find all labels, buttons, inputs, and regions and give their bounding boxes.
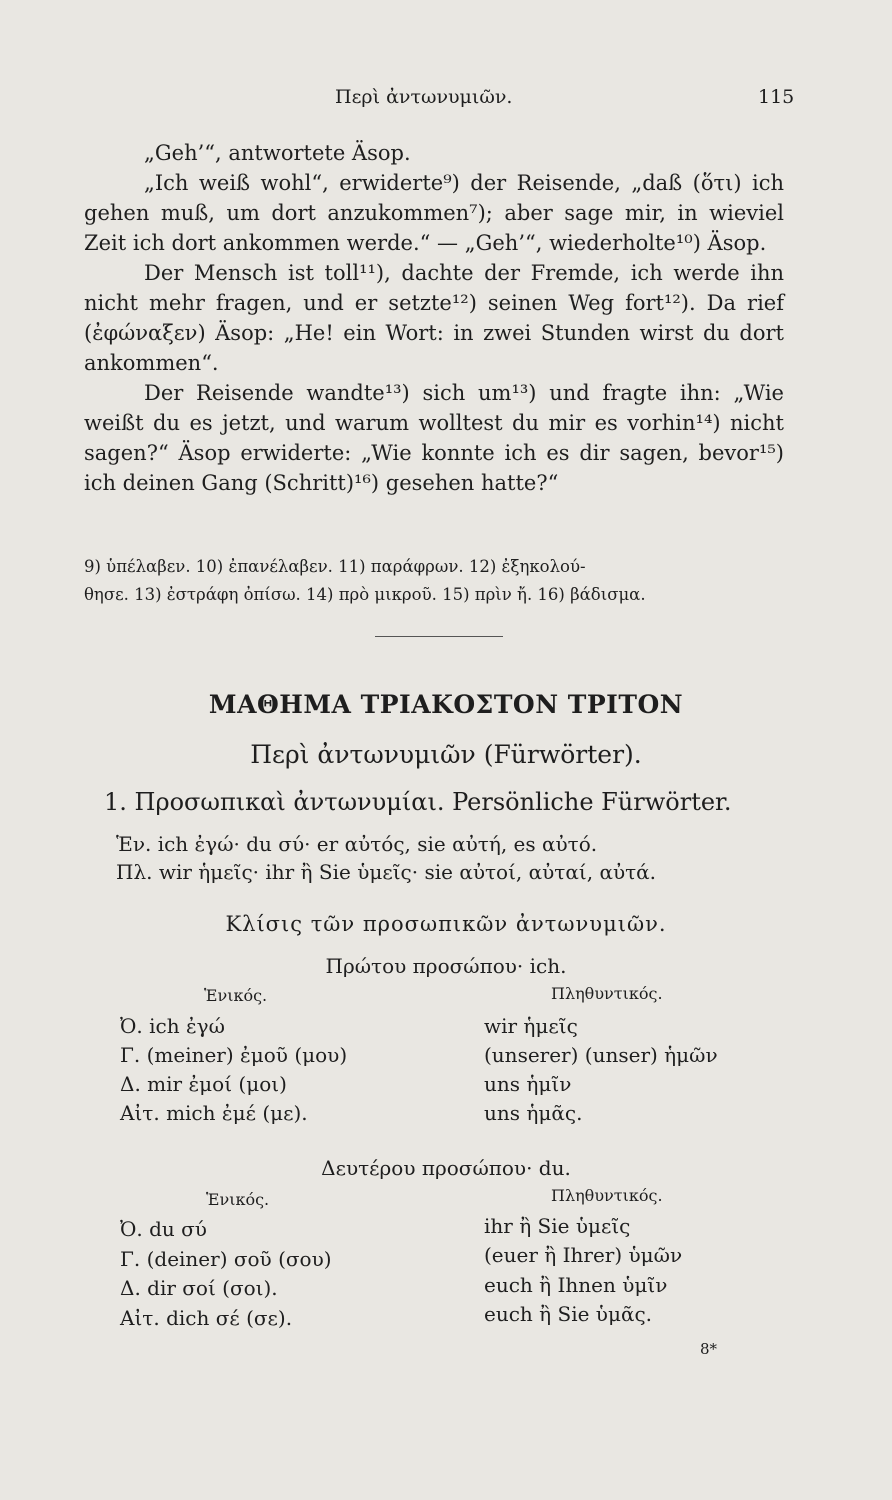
declension-cell: uns ἡμᾶς. — [484, 1101, 583, 1125]
declension-title: Κλίσις τῶν προσωπικῶν ἀντωνυμιῶν. — [225, 912, 667, 936]
plural-column-header: Πληθυντικός. — [551, 984, 663, 1003]
story-paragraph: Der Reisende wandte¹³) sich um¹³) und fragte ihn: „Wie weißt du es jetzt, und warum wolltest du mir es vorhin¹⁴) nicht sagen?“ Äsop erwiderte: „Wie konnte ich es dir sagen, bevor¹⁵) ich deinen Gang (Schritt)¹⁶) gesehen hatte?“ — [84, 381, 784, 495]
declension-cell: wir ἡμεῖς — [484, 1014, 578, 1038]
declension-cell: Αἰτ. mich ἐμέ (με). — [120, 1101, 308, 1125]
page-number: 115 — [758, 86, 795, 108]
story-paragraph: „Geh’“, antwortete Äsop. — [144, 141, 411, 165]
singular-column-header: Ἑνικός. — [206, 1190, 270, 1209]
singular-pronouns: Ἑν. ich ἐγώ· du σύ· er αὐτός, sie αὐτή, es αὐτό. — [116, 832, 598, 856]
running-header — [0, 86, 892, 112]
footnote-line: θησε. 13) ἐστράφη ὀπίσω. 14) πρὸ μικροῦ. 15) πρὶν ἤ. 16) βάδισμα. — [84, 585, 646, 604]
declension-cell: (euer ἢ Ihrer) ὑμῶν — [484, 1243, 683, 1267]
printer-signature: 8* — [700, 1340, 718, 1358]
declension-cell: (unserer) (unser) ἡμῶν — [484, 1043, 718, 1067]
footnote-line: 9) ὑπέλαβεν. 10) ἐπανέλαβεν. 11) παράφρων. 12) ἐξηκολού- — [84, 557, 586, 576]
story-paragraph: Der Mensch ist toll¹¹), dachte der Fremde, ich werde ihn nicht mehr fragen, und er setzte¹²) seinen Weg fort¹²). Da rief (ἐφώναξεν) Äsop: „He! ein Wort: in zwei Stunden wirst du dort ankommen“. — [84, 261, 784, 375]
plural-column-header: Πληθυντικός. — [551, 1186, 663, 1205]
second-person-heading: Δευτέρου προσώπου· du. — [321, 1156, 571, 1180]
declension-cell: Αἰτ. dich σέ (σε). — [120, 1306, 293, 1330]
declension-cell: Δ. mir ἐμοί (μοι) — [120, 1072, 287, 1096]
lesson-title: ΜΑΘΗΜΑ ΤΡΙΑΚΟΣΤΟΝ ΤΡΙΤΟΝ — [208, 690, 684, 719]
story-paragraph: „Ich weiß wohl“, erwiderte⁹) der Reisende, „daß (ὅτι) ich gehen muß, um dort anzukommen⁷); aber sage mir, in wieviel Zeit ich dort ankommen werde.“ — „Geh’“, wiederholte¹⁰) Äsop. — [84, 171, 784, 255]
declension-cell: Γ. (deiner) σοῦ (σου) — [120, 1247, 332, 1271]
section-divider — [375, 636, 503, 637]
declension-cell: Γ. (meiner) ἐμοῦ (μου) — [120, 1043, 348, 1067]
first-person-heading: Πρώτου προσώπου· ich. — [325, 954, 567, 978]
section-heading: 1. Προσωπικαὶ ἀντωνυμίαι. Persönliche Fürwörter. — [104, 788, 732, 816]
lesson-subtitle: Περὶ ἀντωνυμιῶν (Fürwörter). — [250, 740, 642, 769]
declension-cell: uns ἡμῖν — [484, 1072, 572, 1096]
declension-cell: euch ἢ Ihnen ὑμῖν — [484, 1273, 668, 1297]
running-title: Περὶ ἀντωνυμιῶν. — [335, 86, 513, 108]
declension-cell: Ὀ. ich ἐγώ — [120, 1014, 225, 1038]
declension-cell: Ὀ. du σύ — [120, 1217, 207, 1241]
declension-cell: Δ. dir σοί (σοι). — [120, 1276, 278, 1300]
plural-pronouns: Πλ. wir ἡμεῖς· ihr ἢ Sie ὑμεῖς· sie αὐτοί, αὐταί, αὐτά. — [116, 860, 657, 884]
declension-cell: ihr ἢ Sie ὑμεῖς — [484, 1214, 631, 1238]
singular-column-header: Ἑνικός. — [204, 986, 268, 1005]
story-text — [84, 138, 784, 498]
footnotes — [84, 553, 784, 609]
declension-cell: euch ἢ Sie ὑμᾶς. — [484, 1302, 653, 1326]
